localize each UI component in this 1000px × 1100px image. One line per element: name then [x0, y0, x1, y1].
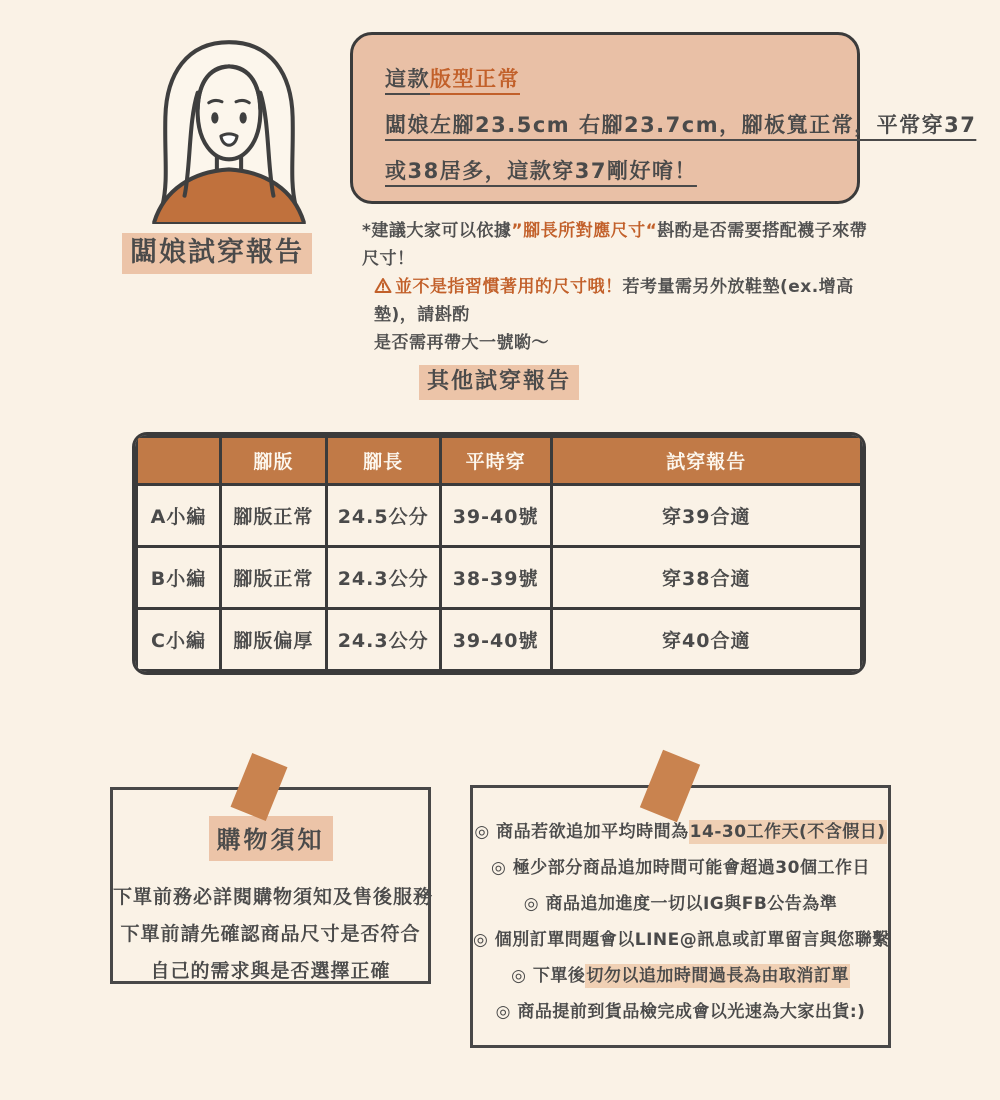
cell-report: 穿40合適 [551, 609, 862, 671]
restock-line-2: ◎ 極少部分商品追加時間可能會超過30個工作日 [491, 858, 870, 878]
cell-editor-name: C小編 [137, 609, 221, 671]
note-line-1 [362, 217, 874, 273]
shopping-notice-box [110, 787, 434, 984]
boss-report-label [122, 230, 312, 269]
cell-usual-size: 39-40號 [440, 485, 551, 547]
cell-foot-length: 24.3公分 [326, 609, 440, 671]
note-line-1-em: ”腳長所對應尺寸“ [511, 221, 658, 241]
restock-line-1-prefix: ◎ 商品若欲追加平均時間為 [474, 822, 689, 842]
cell-foot-type: 腳版正常 [221, 485, 327, 547]
header-cell-foot-type: 腳版 [221, 437, 327, 485]
header-cell-blank [137, 437, 221, 485]
restock-line-3: ◎ 商品追加進度一切以IG與FB公告為準 [523, 894, 838, 914]
note-line-3-text: 是否需再帶大一號喲～ [374, 333, 549, 353]
cell-editor-name: B小編 [137, 547, 221, 609]
bubble-line-1-em: 版型正常 [430, 67, 520, 91]
bubble-line-2-text: 闆娘左腳23.5cm 右腳23.7cm，腳板寬正常，平常穿37 [385, 113, 977, 137]
cell-foot-type: 腳版偏厚 [221, 609, 327, 671]
shopping-notice-title: 購物須知 [209, 816, 333, 861]
cell-report: 穿38合適 [551, 547, 862, 609]
restock-line-5-prefix: ◎ 下單後 [511, 966, 586, 986]
table-row [137, 547, 862, 609]
restock-notice-box [470, 785, 891, 1048]
note-line-2-em: 並不是指習慣著用的尺寸哦！ [395, 277, 623, 297]
boss-avatar [128, 28, 330, 224]
note-line-3 [362, 329, 874, 357]
cell-foot-length: 24.5公分 [326, 485, 440, 547]
restock-line-5-highlight: 切勿以追加時間過長為由取消訂單 [586, 966, 849, 986]
note-line-2-suffix: 若考量需另外放鞋墊(ex.增高墊)，請斟酌 [374, 277, 854, 325]
note-line-1-suffix: 斟酌是否需要搭配襪子來帶尺寸！ [362, 221, 868, 269]
header-cell-report: 試穿報告 [551, 437, 862, 485]
shopping-notice-line-1: 下單前務必詳閱購物須知及售後服務 [113, 886, 434, 908]
note-line-1-prefix: *建議大家可以依據 [362, 221, 512, 241]
other-reports-title [132, 364, 866, 395]
header-cell-usual-size: 平時穿 [440, 437, 551, 485]
warning-icon [374, 277, 392, 294]
shopping-notice-line-3: 自己的需求與是否選擇正確 [150, 960, 391, 982]
boss-report-label-text: 闆娘試穿報告 [122, 233, 312, 274]
table-header-row [137, 437, 862, 485]
bubble-line-2 [385, 109, 977, 139]
cell-foot-length: 24.3公分 [326, 547, 440, 609]
cell-usual-size: 38-39號 [440, 547, 551, 609]
shopping-notice-line-2: 下單前請先確認商品尺寸是否符合 [120, 923, 421, 945]
cell-usual-size: 39-40號 [440, 609, 551, 671]
restock-line-5 [473, 958, 888, 994]
restock-line-4: ◎ 個別訂單問題會以LINE@訊息或訂單留言與您聯繫 [473, 930, 890, 950]
other-reports-title-text: 其他試穿報告 [419, 365, 579, 400]
restock-line-6: ◎ 商品提前到貨品檢完成會以光速為大家出貨:) [495, 1002, 866, 1022]
cell-foot-type: 腳版正常 [221, 547, 327, 609]
table-row [137, 485, 862, 547]
bubble-line-3-text: 或38居多，這款穿37剛好唷！ [385, 159, 697, 183]
table-row [137, 609, 862, 671]
bubble-line-3 [385, 155, 825, 185]
restock-line-1 [473, 814, 888, 850]
cell-report: 穿39合適 [551, 485, 862, 547]
fitting-report-table [132, 432, 866, 675]
bubble-line-1 [385, 63, 825, 93]
size-advice-note [362, 217, 874, 357]
boss-speech-bubble [350, 32, 977, 204]
bubble-line-1-prefix: 這款 [385, 67, 430, 91]
header-cell-foot-length: 腳長 [326, 437, 440, 485]
cell-editor-name: A小編 [137, 485, 221, 547]
woman-avatar-icon [128, 28, 330, 224]
restock-line-1-highlight: 14-30工作天(不含假日) [689, 822, 886, 842]
note-line-2 [362, 273, 874, 329]
